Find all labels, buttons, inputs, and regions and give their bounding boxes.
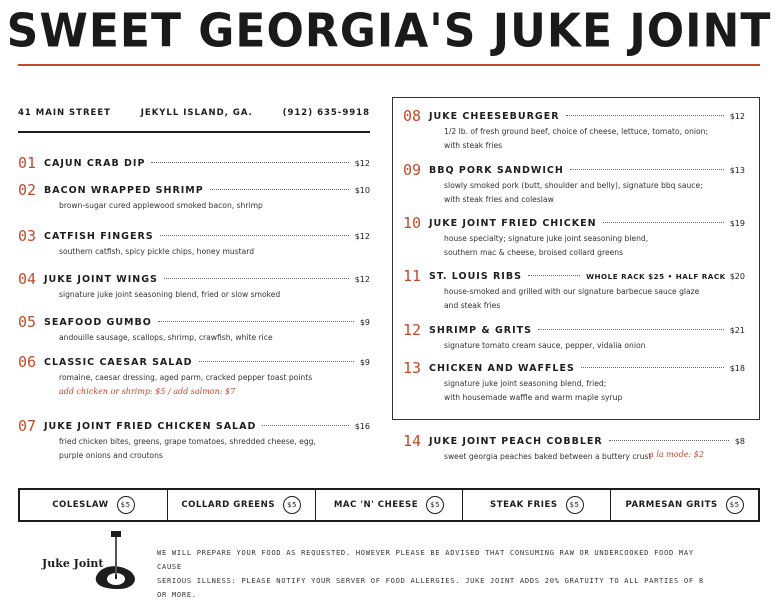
address-divider [18, 131, 370, 133]
item-name-row [44, 231, 370, 242]
item-number: 13 [403, 359, 422, 377]
side-item [611, 490, 758, 520]
rack-options: WHOLE RACK $25 • HALF RACK [586, 272, 726, 281]
disclaimer-line: SERIOUS ILLNESS: PLEASE NOTIFY YOUR SERVER OF FOOD ALLERGIES. JUKE JOINT ADDS 20% GRATUITY TO ALL PARTIES OF 8 OR MORE. [157, 576, 704, 599]
item-name: JUKE JOINT FRIED CHICKEN [429, 218, 597, 229]
item-name: CAJUN CRAB DIP [44, 158, 146, 169]
item-name-row [429, 111, 745, 122]
item-description: with housemade waffle and warm maple syrup [444, 393, 623, 402]
item-name-row [44, 274, 370, 285]
leader-dots [566, 115, 724, 116]
item-number: 09 [403, 161, 422, 179]
address-bar [18, 108, 370, 118]
side-item [168, 490, 316, 520]
item-name-row [44, 357, 370, 368]
item-number: 12 [403, 321, 422, 339]
logo-text: Juke Joint [42, 557, 104, 570]
item-name-row [429, 325, 745, 336]
title-underline [18, 64, 760, 66]
leader-dots [603, 222, 724, 223]
item-description: sweet georgia peaches baked between a buttery crust [444, 452, 652, 461]
leader-dots [570, 169, 724, 170]
item-number: 11 [403, 267, 422, 285]
street-address: 41 MAIN STREET [18, 108, 111, 118]
city: JEKYLL ISLAND, GA. [140, 108, 253, 118]
item-name: JUKE CHEESEBURGER [429, 111, 560, 122]
leader-dots [160, 235, 349, 236]
item-name: JUKE JOINT FRIED CHICKEN SALAD [44, 421, 257, 432]
item-number: 01 [18, 154, 37, 172]
item-addon: a la mode: $2 [649, 450, 704, 459]
item-name: CLASSIC CAESAR SALAD [44, 357, 193, 368]
item-description: and steak fries [444, 301, 501, 310]
side-price-badge: $5 [426, 496, 444, 514]
item-name-row [429, 271, 745, 282]
item-name-row [44, 421, 370, 432]
item-price: $10 [354, 186, 370, 195]
item-description: purple onions and croutons [59, 451, 163, 460]
item-description: slowly smoked pork (butt, shoulder and belly), signature bbq sauce; [444, 181, 703, 190]
side-name: PARMESAN GRITS [625, 500, 718, 510]
leader-dots [528, 275, 580, 276]
item-description: signature tomato cream sauce, pepper, vidalia onion [444, 341, 646, 350]
disclaimer [157, 546, 717, 601]
item-price: $8 [734, 437, 745, 446]
item-price: $12 [729, 112, 745, 121]
item-name-row [44, 158, 370, 169]
item-number: 10 [403, 214, 422, 232]
side-item [316, 490, 464, 520]
item-name: BBQ PORK SANDWICH [429, 165, 564, 176]
side-item [20, 490, 168, 520]
item-description: fried chicken bites, greens, grape tomatoes, shredded cheese, egg, [59, 437, 316, 446]
item-price: $19 [729, 219, 745, 228]
phone-number: (912) 635-9918 [282, 108, 370, 118]
item-name-row [44, 317, 370, 328]
item-description: signature juke joint seasoning blend, fried or slow smoked [59, 290, 281, 299]
item-price: $12 [354, 275, 370, 284]
side-name: STEAK FRIES [490, 500, 558, 510]
leader-dots [538, 329, 724, 330]
item-description: house specialty; signature juke joint seasoning blend, [444, 234, 649, 243]
item-description: with steak fries and coleslaw [444, 195, 554, 204]
item-name: SHRIMP & GRITS [429, 325, 532, 336]
item-price: $9 [359, 318, 370, 327]
item-description: 1/2 lb. of fresh ground beef, choice of cheese, lettuce, tomato, onion; [444, 127, 709, 136]
side-name: MAC 'N' CHEESE [333, 500, 419, 510]
side-price-badge: $5 [117, 496, 135, 514]
item-name: ST. LOUIS RIBS [429, 271, 522, 282]
item-price: $9 [359, 358, 370, 367]
item-name: JUKE JOINT PEACH COBBLER [429, 436, 603, 447]
item-description: southern catfish, spicy pickle chips, honey mustard [59, 247, 255, 256]
item-number: 14 [403, 432, 422, 450]
item-price: $20 [729, 272, 745, 281]
item-description: southern mac & cheese, broised collard greens [444, 248, 624, 257]
side-price-badge: $5 [566, 496, 584, 514]
item-name-row [429, 436, 745, 447]
restaurant-title: SWEET GEORGIA'S JUKE JOINT [6, 4, 772, 59]
leader-dots [158, 321, 354, 322]
item-name: CHICKEN AND WAFFLES [429, 363, 575, 374]
disclaimer-line: WE WILL PREPARE YOUR FOOD AS REQUESTED. HOWEVER PLEASE BE ADVISED THAT CONSUMING RAW OR UNDERCOOKED FOOD MAY CAUSE [157, 548, 694, 571]
item-name-row [44, 185, 370, 196]
item-price: $21 [729, 326, 745, 335]
leader-dots [199, 361, 354, 362]
side-price-badge: $5 [726, 496, 744, 514]
item-number: 06 [18, 353, 37, 371]
item-description: brown-sugar cured applewood smoked bacon, shrimp [59, 201, 263, 210]
item-price: $13 [729, 166, 745, 175]
item-price: $12 [354, 159, 370, 168]
item-number: 02 [18, 181, 37, 199]
item-addon: add chicken or shrimp: $5 / add salmon: $7 [59, 387, 236, 396]
side-name: COLLARD GREENS [181, 500, 276, 510]
item-name-row [429, 165, 745, 176]
item-name-row [429, 363, 745, 374]
side-name: COLESLAW [52, 500, 109, 510]
item-price: $18 [729, 364, 745, 373]
item-price: $12 [354, 232, 370, 241]
leader-dots [262, 425, 348, 426]
item-number: 03 [18, 227, 37, 245]
item-name: CATFISH FINGERS [44, 231, 154, 242]
item-number: 05 [18, 313, 37, 331]
side-price-badge: $5 [283, 496, 301, 514]
item-name-row [429, 218, 745, 229]
item-name: BACON WRAPPED SHRIMP [44, 185, 204, 196]
item-number: 07 [18, 417, 37, 435]
item-description: romaine, caesar dressing, aged parm, cracked pepper toast points [59, 373, 313, 382]
leader-dots [581, 367, 724, 368]
item-number: 04 [18, 270, 37, 288]
sides-bar [18, 488, 760, 522]
item-number: 08 [403, 107, 422, 125]
item-name: JUKE JOINT WINGS [44, 274, 158, 285]
item-name: SEAFOOD GUMBO [44, 317, 152, 328]
item-description: house-smoked and grilled with our signature barbecue sauce glaze [444, 287, 700, 296]
side-item [463, 490, 611, 520]
leader-dots [210, 189, 349, 190]
leader-dots [151, 162, 348, 163]
item-price: $16 [354, 422, 370, 431]
leader-dots [609, 440, 729, 441]
item-description: andouille sausage, scallops, shrimp, crawfish, white rice [59, 333, 273, 342]
leader-dots [164, 278, 349, 279]
item-description: signature juke joint seasoning blend, fried; [444, 379, 607, 388]
item-description: with steak fries [444, 141, 503, 150]
